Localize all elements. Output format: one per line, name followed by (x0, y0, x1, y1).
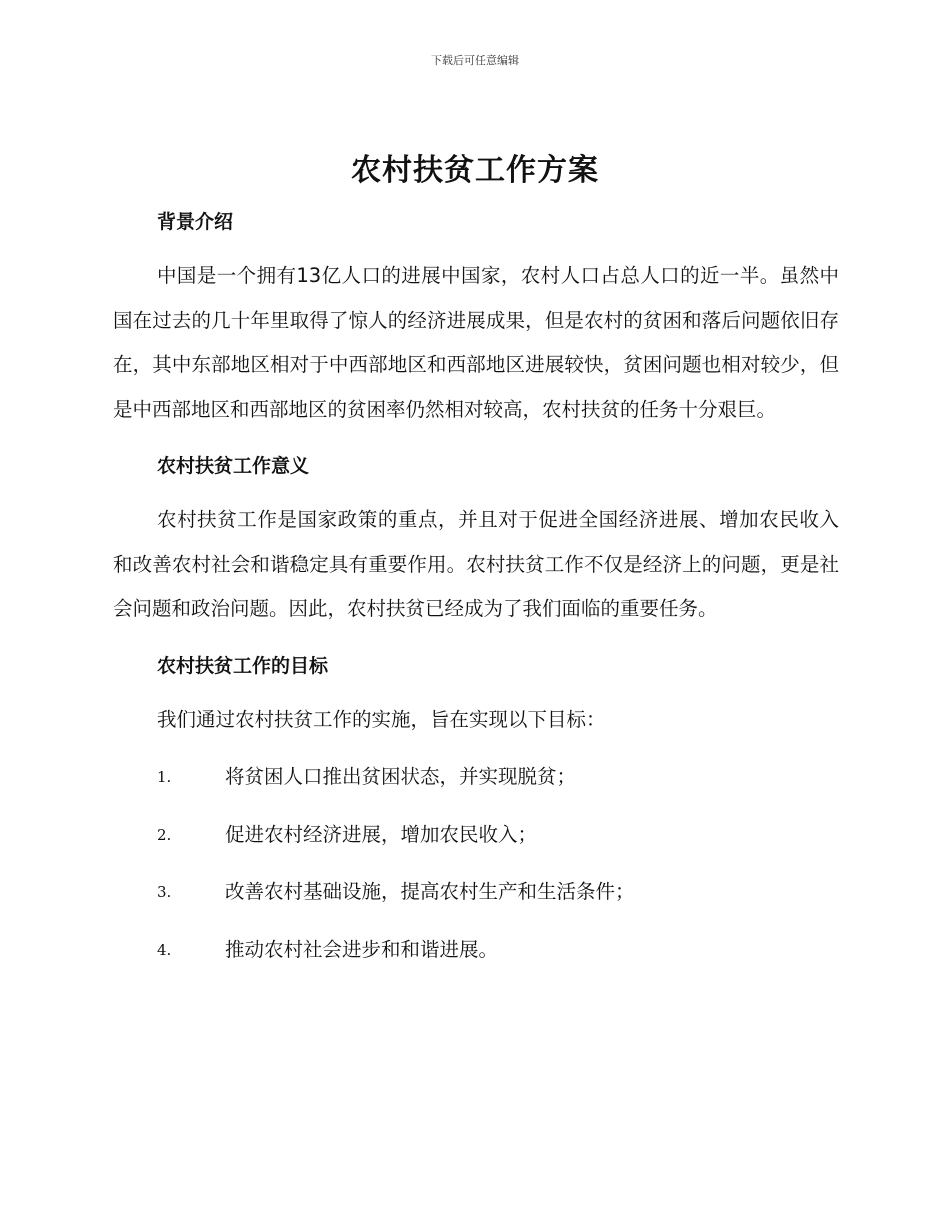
document-title: 农村扶贫工作方案 (351, 153, 599, 188)
section-heading-goals: 农村扶贫工作的目标 (157, 654, 329, 677)
paragraph-goals-intro: 我们通过农村扶贫工作的实施，旨在实现以下目标： (157, 707, 606, 731)
list-item-text: 推动农村社会进步和和谐进展。 (225, 937, 499, 961)
paragraph-background: 中国是一个拥有13亿人口的进展中国家，农村人口占总人口的近一半。虽然中国在过去的几十年里取得了惊人的经济进展成果，但是农村的贫困和落后问题依旧存在，其中东部地区相对于中西部地区和西部地区进展较快，贫困问题也相对较少，但是中西部地区和西部地区的贫困率仍然相对较高，农村扶贫的任务十分艰巨。 (113, 264, 839, 421)
list-item (113, 928, 839, 986)
list-item (113, 870, 839, 928)
section-heading-significance: 农村扶贫工作意义 (157, 455, 310, 477)
section-heading-background: 背景介绍 (157, 211, 234, 233)
paragraph-significance: 农村扶贫工作是国家政策的重点，并且对于促进全国经济进展、增加农民收入和改善农村社会和谐稳定具有重要作用。农村扶贫工作不仅是经济上的问题，更是社会问题和政治问题。因此，农村扶贫已经成为了我们面临的重要任务。 (113, 508, 839, 620)
list-item-number: 2. (157, 825, 172, 844)
page-header: 下载后可任意编辑 (431, 54, 519, 67)
list-item (113, 813, 839, 871)
list-item-text: 将贫困人口推出贫困状态，并实现脱贫； (225, 765, 577, 788)
list-item-text: 促进农村经济进展，增加农民收入； (225, 822, 538, 846)
list-item-number: 3. (157, 883, 172, 901)
list-item (113, 755, 839, 813)
list-item-text: 改善农村基础设施，提高农村生产和生活条件； (225, 880, 635, 903)
list-item-number: 4. (157, 940, 172, 959)
goal-list (113, 755, 839, 985)
document-body (113, 200, 839, 985)
list-item-number: 1. (157, 768, 172, 786)
